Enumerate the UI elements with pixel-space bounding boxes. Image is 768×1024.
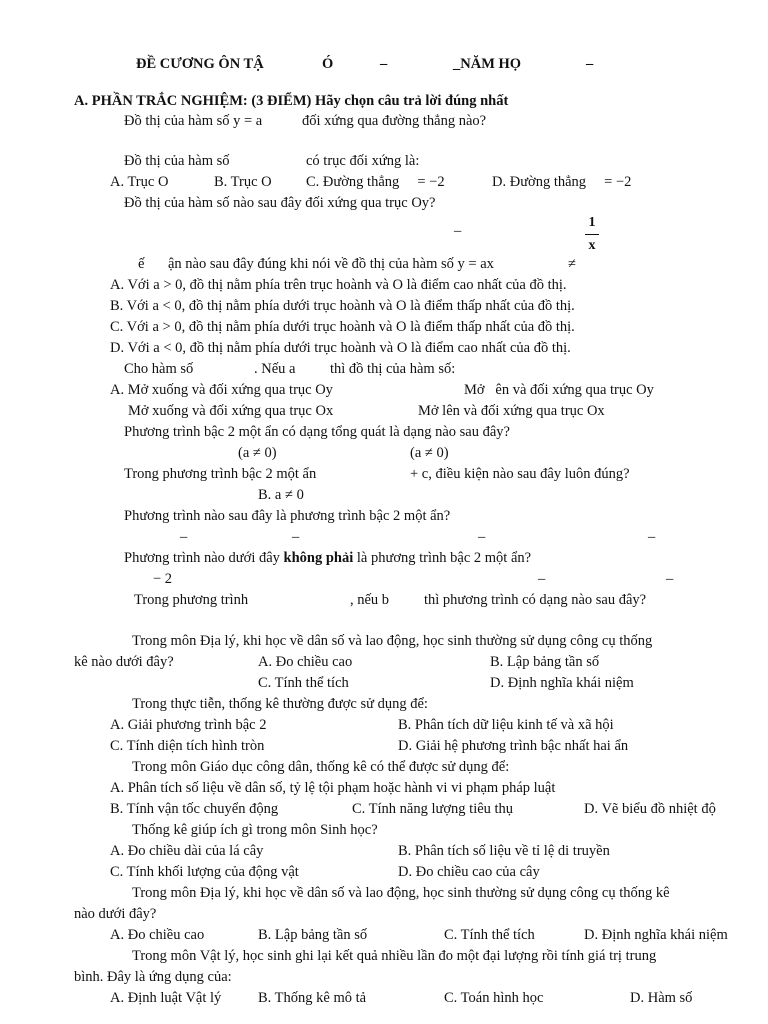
q2-option-c: C. Đường thẳng = −2 xyxy=(306,174,445,190)
q1-text-a: Đồ thị của hàm số y = a xyxy=(124,113,263,129)
q5-text-b: . Nếu a xyxy=(254,361,296,377)
q13-option-c: C. Tính năng lượng tiêu thụ xyxy=(352,801,514,817)
q16-option-d: D. Hàm số xyxy=(630,990,693,1006)
q14-option-b: B. Phân tích số liệu về tỉ lệ di truyền xyxy=(398,843,610,859)
q13-text: Trong môn Giáo dục công dân, thống kê có thể được sử dụng để: xyxy=(132,759,510,775)
q11-option-c: C. Tính thể tích xyxy=(258,675,349,691)
q13-option-b: B. Tính vận tốc chuyển động xyxy=(110,801,279,817)
q8-option-4: – xyxy=(648,529,656,545)
q16-option-c: C. Toán hình học xyxy=(444,990,544,1006)
q7-text-b: + c, điều kiện nào sau đây luôn đúng? xyxy=(410,466,630,482)
q2-text-a: Đồ thị của hàm số xyxy=(124,153,230,169)
q8-option-1: – xyxy=(180,529,188,545)
q14-option-d: D. Đo chiều cao của cây xyxy=(398,864,540,880)
q3-fraction xyxy=(585,215,599,254)
q4-option-d: D. Với a < 0, đồ thị nằm phía dưới trục hoành và O là điểm cao nhất của đồ thị. xyxy=(110,340,571,356)
q10-text-a: Trong phương trình xyxy=(134,592,249,608)
q4-text-c: ≠ xyxy=(568,256,576,272)
q5-text-c: thì đồ thị của hàm số: xyxy=(330,361,456,377)
q7-text-a: Trong phương trình bậc 2 một ẩn xyxy=(124,466,317,482)
q5-option-d: Mở lên và đối xứng qua trục Ox xyxy=(418,403,605,419)
q14-option-a: A. Đo chiều dài của lá cây xyxy=(110,843,264,859)
q11-text-line-2: kê nào dưới đây? xyxy=(74,654,174,670)
q9-option-3: – xyxy=(666,571,674,587)
q12-option-b: B. Phân tích dữ liệu kinh tế và xã hội xyxy=(398,717,614,733)
q16-option-b: B. Thống kê mô tả xyxy=(258,990,367,1006)
q5-option-a: A. Mở xuống và đối xứng qua trục Oy xyxy=(110,382,333,398)
section-a-heading: A. PHẦN TRẮC NGHIỆM: (3 ĐIỂM) Hãy chọn câu trả lời đúng nhất xyxy=(74,93,509,109)
q4-text-a: ế xyxy=(138,256,145,272)
q6-option-1: (a ≠ 0) xyxy=(238,445,277,461)
q2-option-b: B. Trục O xyxy=(214,174,272,190)
q15-option-a: A. Đo chiều cao xyxy=(110,927,205,943)
q15-text-line-1: Trong môn Địa lý, khi học về dân số và lao động, học sinh thường sử dụng công cụ thống kê xyxy=(132,885,670,901)
q9-option-2: – xyxy=(538,571,546,587)
q8-text: Phương trình nào sau đây là phương trình bậc 2 một ẩn? xyxy=(124,508,451,524)
q3-option-dash: – xyxy=(454,223,462,239)
q9-text-bold: không phải xyxy=(283,550,354,566)
q1-text-b: đối xứng qua đường thẳng nào? xyxy=(302,113,487,129)
title-dash-1: – xyxy=(380,56,388,72)
q5-option-c: Mở xuống và đối xứng qua trục Ox xyxy=(128,403,334,419)
q15-text-line-2: nào dưới đây? xyxy=(74,906,157,922)
q12-option-c: C. Tính diện tích hình tròn xyxy=(110,738,265,754)
q14-text: Thống kê giúp ích gì trong môn Sinh học? xyxy=(132,822,378,838)
q14-option-c: C. Tính khối lượng của động vật xyxy=(110,864,299,880)
q10-text-b: , nếu b xyxy=(350,592,390,608)
q12-option-d: D. Giải hệ phương trình bậc nhất hai ẩn xyxy=(398,738,629,754)
q5-option-b: Mở ên và đối xứng qua trục Oy xyxy=(464,382,654,398)
q6-option-2: (a ≠ 0) xyxy=(410,445,449,461)
title-part-3: _NĂM HỌ xyxy=(453,56,522,72)
q8-option-3: – xyxy=(478,529,486,545)
q7-option-b: B. a ≠ 0 xyxy=(258,487,304,503)
title-part-2: Ó xyxy=(322,56,334,72)
q13-option-a: A. Phân tích số liệu về dân số, tỷ lệ tội phạm hoặc hành vi vi phạm pháp luật xyxy=(110,780,556,796)
q8-option-2: – xyxy=(292,529,300,545)
q13-option-d: D. Vẽ biểu đồ nhiệt độ xyxy=(584,801,716,817)
q9-option-1: − 2 xyxy=(153,571,173,587)
q2-option-a: A. Trục O xyxy=(110,174,169,190)
q3-fraction-bar xyxy=(585,234,599,235)
q15-option-d: D. Định nghĩa khái niệm xyxy=(584,927,728,943)
q16-text-line-2: bình. Đây là ứng dụng của: xyxy=(74,969,232,985)
q15-option-c: C. Tính thể tích xyxy=(444,927,535,943)
q4-option-a: A. Với a > 0, đồ thị nằm phía trên trục hoành và O là điểm cao nhất của đồ thị. xyxy=(110,277,567,293)
q11-option-a: A. Đo chiều cao xyxy=(258,654,353,670)
q2-text-b: có trục đối xứng là: xyxy=(306,153,420,169)
q16-option-a: A. Định luật Vật lý xyxy=(110,990,222,1006)
q16-text-line-1: Trong môn Vật lý, học sinh ghi lại kết quả nhiều lần đo một đại lượng rồi tính giá trị trung xyxy=(132,948,657,964)
q12-option-a: A. Giải phương trình bậc 2 xyxy=(110,717,267,733)
q4-option-b: B. Với a < 0, đồ thị nằm phía dưới trục hoành và O là điểm thấp nhất của đồ thị. xyxy=(110,298,575,314)
q9-text xyxy=(124,549,531,567)
title-part-1: ĐỀ CƯƠNG ÔN TẬ xyxy=(136,56,264,72)
q2-option-d: D. Đường thẳng = −2 xyxy=(492,174,632,190)
q11-text-line-1: Trong môn Địa lý, khi học về dân số và lao động, học sinh thường sử dụng công cụ thống xyxy=(132,633,653,649)
q4-text-b: ận nào sau đây đúng khi nói về đồ thị của hàm số y = ax xyxy=(168,256,494,272)
q11-option-d: D. Định nghĩa khái niệm xyxy=(490,675,634,691)
q10-text-c: thì phương trình có dạng nào sau đây? xyxy=(424,592,647,608)
title-dash-2: – xyxy=(586,56,594,72)
q15-option-b: B. Lập bảng tần số xyxy=(258,927,368,943)
q3-fraction-numerator: 1 xyxy=(588,215,596,230)
q4-option-c: C. Với a > 0, đồ thị nằm phía dưới trục hoành và O là điểm thấp nhất của đồ thị. xyxy=(110,319,575,335)
q3-text: Đồ thị của hàm số nào sau đây đối xứng qua trục Oy? xyxy=(124,195,436,211)
q6-text: Phương trình bậc 2 một ẩn có dạng tổng quát là dạng nào sau đây? xyxy=(124,424,510,440)
q9-text-a: Phương trình nào dưới đây xyxy=(124,550,280,566)
q9-text-b: là phương trình bậc 2 một ẩn? xyxy=(356,550,532,566)
q11-option-b: B. Lập bảng tần số xyxy=(490,654,600,670)
q3-fraction-denominator: x xyxy=(588,238,596,253)
q5-text-a: Cho hàm số xyxy=(124,361,194,377)
q12-text: Trong thực tiễn, thống kê thường được sử dụng để: xyxy=(132,696,428,712)
